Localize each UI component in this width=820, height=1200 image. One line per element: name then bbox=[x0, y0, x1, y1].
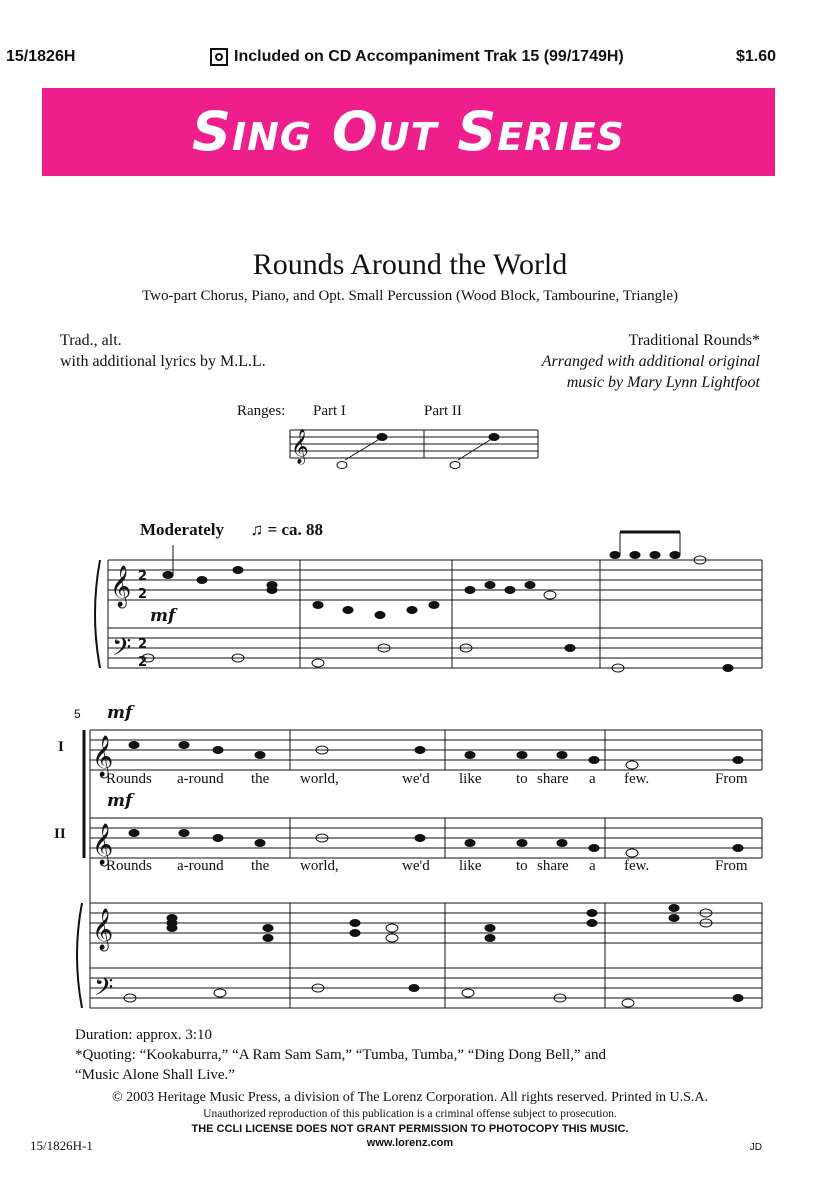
dynamic-mf-intro: mf bbox=[150, 606, 176, 626]
svg-text:2: 2 bbox=[138, 637, 148, 652]
lyric-word: Rounds bbox=[106, 771, 152, 787]
dynamic-mf-part1: mf bbox=[107, 703, 133, 723]
text-credit-line2: with additional lyrics by M.L.L. bbox=[60, 353, 266, 370]
lyric-word: we'd bbox=[402, 858, 430, 874]
text-credit-line1: Trad., alt. bbox=[60, 332, 122, 349]
svg-text:𝄞: 𝄞 bbox=[92, 736, 114, 777]
music-credit-line3: music by Mary Lynn Lightfoot bbox=[566, 374, 760, 391]
svg-text:2: 2 bbox=[138, 587, 148, 602]
lyric-word: From bbox=[715, 771, 748, 787]
reproduction-warning: Unauthorized reproduction of this publication is a criminal offense subject to prosecution. bbox=[203, 1108, 617, 1120]
catalog-number: 15/1826H bbox=[6, 48, 76, 65]
part1-label: I bbox=[58, 739, 64, 755]
website-link[interactable]: www.lorenz.com bbox=[366, 1137, 454, 1149]
piano-bass-staff bbox=[90, 968, 762, 1008]
lyric-word: we'd bbox=[402, 771, 430, 787]
duration: Duration: approx. 3:10 bbox=[75, 1027, 213, 1043]
system1-bass-staff bbox=[108, 628, 762, 668]
lyric-word: few. bbox=[624, 771, 650, 787]
svg-text:𝄞: 𝄞 bbox=[92, 909, 114, 950]
lyric-word: like bbox=[459, 858, 482, 874]
lyric-word: world, bbox=[300, 858, 339, 874]
range-part2-label: Part II bbox=[424, 403, 462, 419]
svg-text:𝄞: 𝄞 bbox=[92, 824, 114, 865]
svg-text:2: 2 bbox=[138, 569, 148, 584]
lyric-word: a-round bbox=[177, 858, 224, 874]
metronome-text: = ca. 88 bbox=[267, 520, 324, 539]
lyric-word: the bbox=[251, 858, 270, 874]
piano-treble-staff bbox=[90, 903, 762, 943]
lyric-word: share bbox=[537, 771, 569, 787]
quoting-line2: “Music Alone Shall Live.” bbox=[75, 1067, 235, 1083]
cd-note-text: Included on CD Accompaniment Trak 15 (99/1749H) bbox=[234, 48, 624, 65]
range-staff bbox=[290, 430, 538, 460]
system1-barlines bbox=[108, 560, 762, 668]
lyric-word: share bbox=[537, 858, 569, 874]
lyric-word: a bbox=[589, 858, 596, 874]
lyric-word: like bbox=[459, 771, 482, 787]
price: $1.60 bbox=[735, 48, 776, 65]
page-number: 15/1826H-1 bbox=[30, 1138, 93, 1153]
range-treble-clef: 𝄞 bbox=[291, 429, 309, 464]
footnotes bbox=[75, 1025, 606, 1085]
lyric-word: a-round bbox=[177, 771, 224, 787]
dynamic-mf-part2: mf bbox=[107, 791, 133, 811]
tempo-text: Moderately bbox=[140, 520, 225, 539]
bass-clef-icon: 𝄢 bbox=[112, 633, 132, 668]
music-credit-line2: Arranged with additional original bbox=[541, 353, 760, 370]
part1-staff bbox=[90, 730, 762, 770]
piece-subtitle: Two-part Chorus, Piano, and Opt. Small Percussion (Wood Block, Tambourine, Triangle) bbox=[142, 288, 678, 304]
part2-staff bbox=[90, 818, 762, 858]
series-title: Sing Out Series bbox=[192, 100, 625, 163]
lyric-word: to bbox=[516, 771, 528, 787]
copyright: © 2003 Heritage Music Press, a division of The Lorenz Corporation. All rights reserved. Printed in U.S.A. bbox=[112, 1090, 708, 1105]
range-part1-label: Part I bbox=[313, 403, 346, 419]
piece-title: Rounds Around the World bbox=[252, 248, 568, 281]
part2-label: II bbox=[54, 826, 66, 842]
lyric-word: From bbox=[715, 858, 748, 874]
treble-clef-icon: 𝄞 bbox=[110, 566, 132, 607]
lyric-word: a bbox=[589, 771, 596, 787]
ccli-notice: THE CCLI LICENSE DOES NOT GRANT PERMISSION TO PHOTOCOPY THIS MUSIC. bbox=[191, 1123, 629, 1135]
lyric-word: to bbox=[516, 858, 528, 874]
lyric-word: few. bbox=[624, 858, 650, 874]
music-credit-line1: Traditional Rounds* bbox=[628, 332, 760, 349]
lyric-word: the bbox=[251, 771, 270, 787]
quoting-line1: *Quoting: “Kookaburra,” “A Ram Sam Sam,” “Tumba, Tumba,” “Ding Dong Bell,” and bbox=[75, 1047, 607, 1063]
svg-text:2: 2 bbox=[138, 655, 148, 670]
half-note-icon: ♫ bbox=[250, 520, 264, 539]
measure-number: 5 bbox=[74, 707, 81, 721]
lyric-word: Rounds bbox=[106, 858, 152, 874]
svg-text:𝄢: 𝄢 bbox=[94, 973, 114, 1008]
lyric-word: world, bbox=[300, 771, 339, 787]
engraver-initials: JD bbox=[749, 1142, 762, 1153]
ranges-label: Ranges: bbox=[237, 403, 286, 419]
